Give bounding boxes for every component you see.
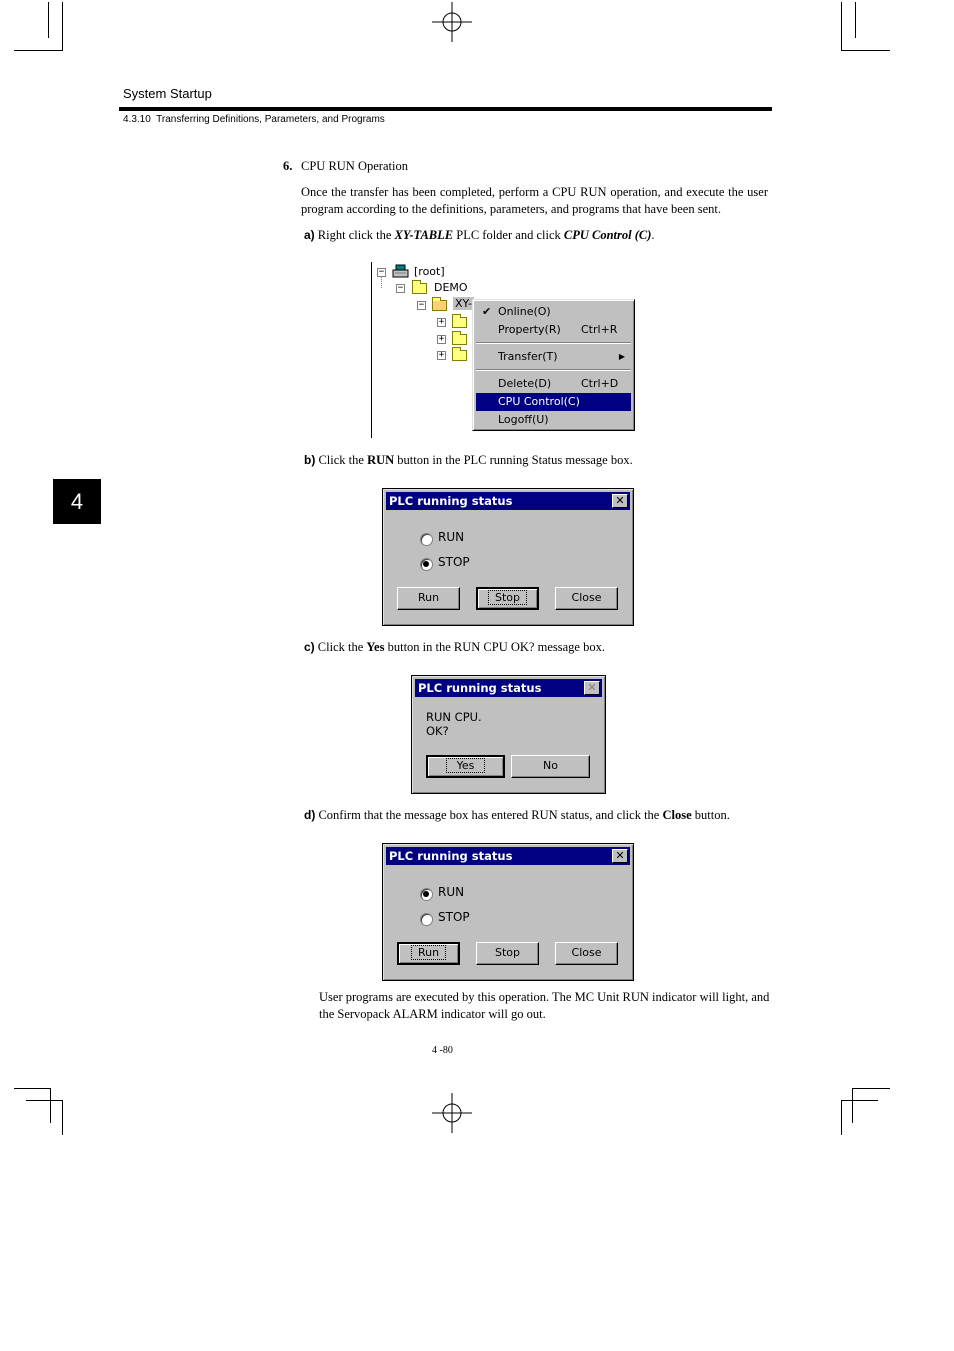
tree-left-border xyxy=(371,262,372,438)
substep-d-label: d) xyxy=(304,808,316,822)
stop-button[interactable] xyxy=(476,587,539,610)
confirm-message-line1: RUN CPU. xyxy=(426,710,482,724)
substep-c xyxy=(304,639,605,656)
close-icon[interactable]: ✕ xyxy=(612,494,628,508)
plc-status-dialog-1 xyxy=(382,488,634,626)
radio-run-label: RUN xyxy=(438,885,465,899)
radio-run[interactable] xyxy=(420,888,433,901)
radio-stop-label: STOP xyxy=(438,555,470,569)
substep-a-label: a) xyxy=(304,228,315,242)
child1-folder-icon xyxy=(452,317,467,328)
substep-b-label: b) xyxy=(304,453,316,467)
yes-button-label: Yes xyxy=(447,759,485,772)
substep-a-emph2: CPU Control (C) xyxy=(563,228,652,242)
substep-a-emph1: XY-TABLE xyxy=(394,228,454,242)
substep-c-emph: Yes xyxy=(366,640,385,654)
collapse-root-icon[interactable]: − xyxy=(378,267,385,277)
substep-b-text1: Click the xyxy=(318,453,368,467)
run-button-label: Run xyxy=(412,946,445,959)
plc-status-dialog-2 xyxy=(382,843,634,981)
network-icon xyxy=(392,263,410,279)
run-button[interactable] xyxy=(397,942,460,965)
menu-item-transfer[interactable]: Transfer(T) ▶ xyxy=(476,348,631,366)
stop-button-label: Stop xyxy=(489,591,526,604)
dialog-3-title: PLC running status xyxy=(389,849,513,863)
section-title: System Startup xyxy=(123,86,212,101)
registration-mark-bottom xyxy=(432,1093,472,1133)
close-icon[interactable]: ✕ xyxy=(612,849,628,863)
closing-text: User programs are executed by this operation. The MC Unit RUN indicator will light, and the Servopack ALARM indicator will go out. xyxy=(319,990,770,1021)
substep-a-text3: . xyxy=(651,228,655,242)
tree-root-label[interactable]: [root] xyxy=(414,265,445,278)
radio-stop-label: STOP xyxy=(438,910,470,924)
tree-xy-label[interactable]: XY- xyxy=(455,297,472,310)
substep-d-text2: button. xyxy=(691,808,730,822)
chapter-number: 4 xyxy=(70,489,84,514)
run-button[interactable]: Run xyxy=(397,587,460,610)
dialog-1-titlebar xyxy=(386,492,630,510)
menu-item-online[interactable]: ✔ Online(O) xyxy=(476,303,631,321)
tree-line xyxy=(381,277,383,288)
menu-separator xyxy=(476,369,631,371)
substep-a xyxy=(304,227,655,244)
subsection-title: 4.3.10 Transferring Definitions, Parameters, and Programs xyxy=(123,114,385,125)
substep-b xyxy=(304,452,633,469)
menu-item-logoff[interactable]: Logoff(U) xyxy=(498,413,549,426)
page-number: 4 -80 xyxy=(432,1045,453,1056)
expand-child3-icon[interactable]: + xyxy=(438,350,445,360)
substep-b-text2: button in the PLC running Status message box. xyxy=(394,453,633,467)
xy-folder-icon xyxy=(432,300,447,311)
dialog-2-titlebar xyxy=(415,679,602,697)
chapter-tab xyxy=(53,479,101,524)
substep-a-text1: Right click the xyxy=(317,228,395,242)
substep-d xyxy=(304,807,730,824)
radio-stop[interactable] xyxy=(420,558,433,571)
menu-item-cpu-control[interactable]: CPU Control(C) xyxy=(476,393,631,411)
substep-c-text1: Click the xyxy=(317,640,367,654)
child3-folder-icon xyxy=(452,350,467,361)
radio-run[interactable] xyxy=(420,533,433,546)
yes-button[interactable] xyxy=(426,755,505,778)
radio-stop[interactable] xyxy=(420,913,433,926)
substep-a-text2: PLC folder and click xyxy=(453,228,564,242)
collapse-xy-icon[interactable]: − xyxy=(418,300,425,310)
check-icon: ✔ xyxy=(482,305,492,318)
close-icon: ✕ xyxy=(584,681,600,695)
context-menu xyxy=(472,299,635,431)
substep-d-text1: Confirm that the message box has entered RUN status, and click the xyxy=(318,808,663,822)
substep-c-text2: button in the RUN CPU OK? message box. xyxy=(384,640,605,654)
menu-item-property[interactable]: Property(R) Ctrl+R xyxy=(498,323,618,336)
tree-view xyxy=(370,262,636,440)
dialog-3-titlebar xyxy=(386,847,630,865)
confirm-message-line2: OK? xyxy=(426,724,449,738)
no-button[interactable]: No xyxy=(511,755,590,778)
tree-demo-label[interactable]: DEMO xyxy=(434,281,468,294)
substep-c-label: c) xyxy=(304,640,315,654)
registration-mark-top xyxy=(432,2,472,42)
step-number: 6. xyxy=(283,159,293,173)
close-button[interactable]: Close xyxy=(555,587,618,610)
submenu-arrow-icon: ▶ xyxy=(618,352,625,361)
run-cpu-confirm-dialog xyxy=(411,675,606,794)
step-title: CPU RUN Operation xyxy=(301,159,408,173)
header-rule xyxy=(119,107,772,111)
stop-button[interactable]: Stop xyxy=(476,942,539,965)
demo-folder-icon xyxy=(412,283,427,294)
menu-item-delete[interactable]: Delete(D) Ctrl+D xyxy=(498,377,619,390)
menu-separator xyxy=(476,342,631,344)
dialog-2-title: PLC running status xyxy=(418,681,542,695)
collapse-demo-icon[interactable]: − xyxy=(397,283,404,293)
child2-folder-icon xyxy=(452,334,467,345)
close-button[interactable]: Close xyxy=(555,942,618,965)
radio-run-label: RUN xyxy=(438,530,465,544)
dialog-1-title: PLC running status xyxy=(389,494,513,508)
substep-d-emph: Close xyxy=(662,808,692,822)
expand-child1-icon[interactable]: + xyxy=(438,317,445,327)
step-intro: Once the transfer has been completed, perform a CPU RUN operation, and execute the user program according to the definitions, parameters, and programs that have been sent. xyxy=(301,185,768,216)
substep-b-emph: RUN xyxy=(367,453,395,467)
expand-child2-icon[interactable]: + xyxy=(438,334,445,344)
